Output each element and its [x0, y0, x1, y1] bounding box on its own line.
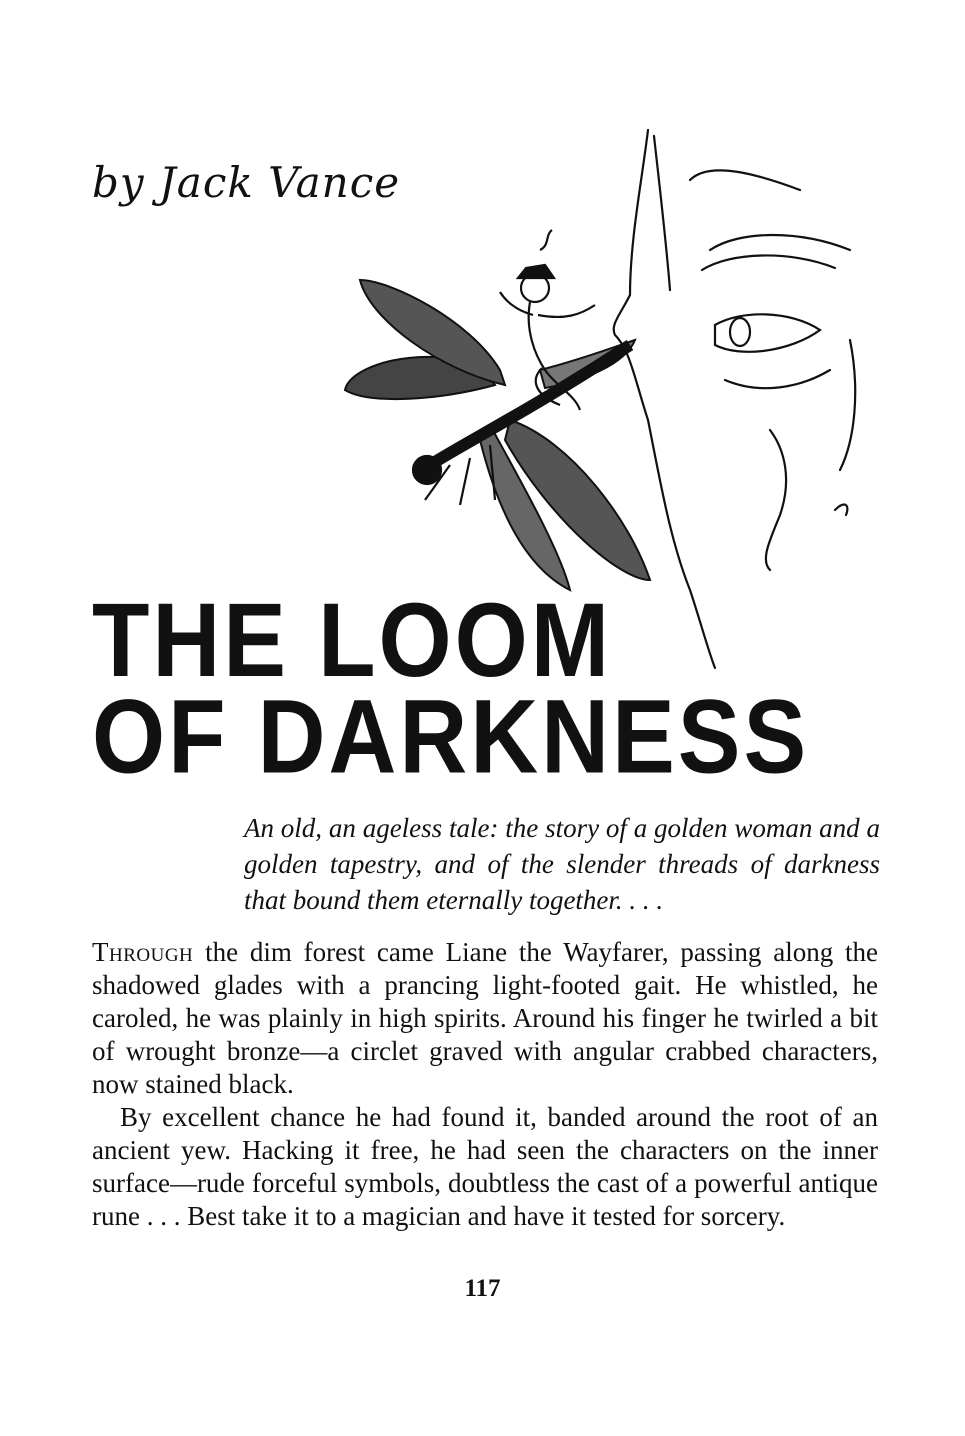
story-blurb: An old, an ageless tale: the story of a golden woman and a golden tapestry, and of the slender threads of darkness that bound them eternally together. . . .	[244, 813, 880, 915]
title-line-1: THE LOOM	[92, 580, 613, 699]
page-number: 117	[464, 1275, 501, 1302]
paragraph-lead-word: Through	[92, 937, 194, 967]
dragonfly-head	[413, 456, 441, 484]
story-body	[92, 936, 878, 1233]
author-byline: by Jack Vance	[92, 158, 401, 207]
face-profile-line	[614, 130, 715, 668]
eyebrow-line	[710, 235, 850, 250]
rider-body	[529, 302, 545, 370]
paragraph-1-text: the dim forest came Liane the Wayfarer, passing along the shadowed glades with a prancing light-footed gait. He whistled, he caroled, he was plainly in high spirits. Around his finger he twirled a bit of wrought bronze—a circlet graved with angular crabbed characters, now stained black.	[92, 937, 878, 1099]
eye-iris	[730, 318, 750, 346]
title-line-2: OF DARKNESS	[92, 677, 810, 795]
story-title	[92, 580, 810, 795]
paragraph-2: By excellent chance he had found it, banded around the root of an ancient yew. Hacking it free, he had seen the characters on the inner surface—rude forceful symbols, doubtless the cast of a powerful antique rune . . . Best take it to a magician and have it tested for sorcery.	[92, 1102, 878, 1231]
paragraph-1	[92, 936, 878, 1101]
